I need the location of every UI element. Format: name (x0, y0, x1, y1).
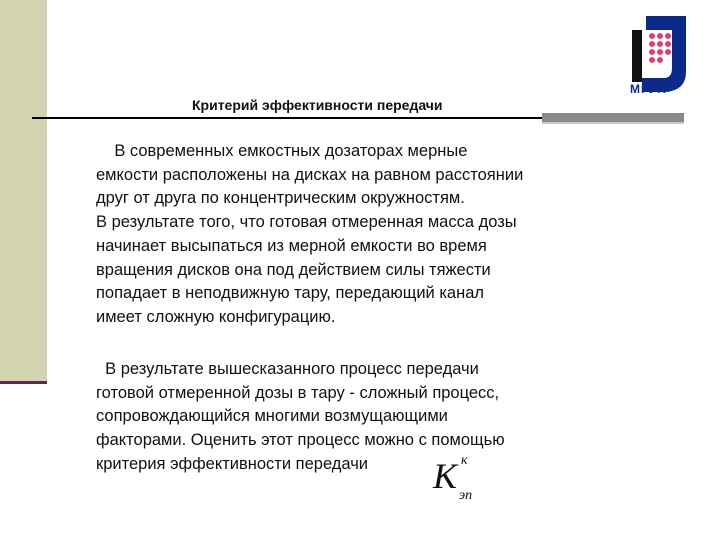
title-underline (32, 117, 542, 119)
formula-superscript: к (461, 453, 468, 468)
paragraph-1-line: начинает высыпаться из мерной емкости во время (96, 236, 487, 255)
paragraph-2-line: критерия эффективности передачи (96, 454, 369, 473)
paragraph-2-line: готовой отмеренной дозы в тару - сложный процесс, (96, 383, 500, 402)
paragraph-1-line: вращения дисков она под действием силы тяжести (96, 260, 491, 279)
paragraph-1-line: имеет сложную конфигурацию. (96, 307, 336, 326)
efficiency-formula (433, 453, 473, 503)
paragraph-1-line: емкости расположены на дисках на равном расстоянии (96, 165, 524, 184)
formula-subscript: эп (459, 488, 473, 503)
title-rule-bar-light (542, 122, 684, 124)
paragraph-2-line: сопровождающийся многими возмущающими (96, 407, 448, 426)
paragraph-2-line: В результате вышесказанного процесс передачи (96, 360, 479, 378)
formula-main: K (433, 456, 458, 496)
paragraph-1-line: попадает в неподвижную тару, передающий канал (96, 284, 485, 303)
paragraph-1-line: друг от друга по концентрическим окружностям. (96, 189, 465, 208)
slide-sidebar (0, 0, 47, 382)
paragraph-1-line: В современных емкостных дозаторах мерные (96, 142, 468, 160)
slide-title: Критерий эффективности передачи (192, 97, 443, 113)
paragraph-2 (96, 358, 636, 477)
title-rule-bar (542, 113, 684, 122)
paragraph-1 (96, 140, 636, 330)
logo-text: МГУП (630, 82, 667, 96)
sidebar-accent-line (0, 381, 47, 384)
paragraph-1-line: В результате того, что готовая отмеренная масса дозы (96, 213, 517, 232)
paragraph-2-line: факторами. Оценить этот процесс можно с помощью (96, 431, 505, 450)
